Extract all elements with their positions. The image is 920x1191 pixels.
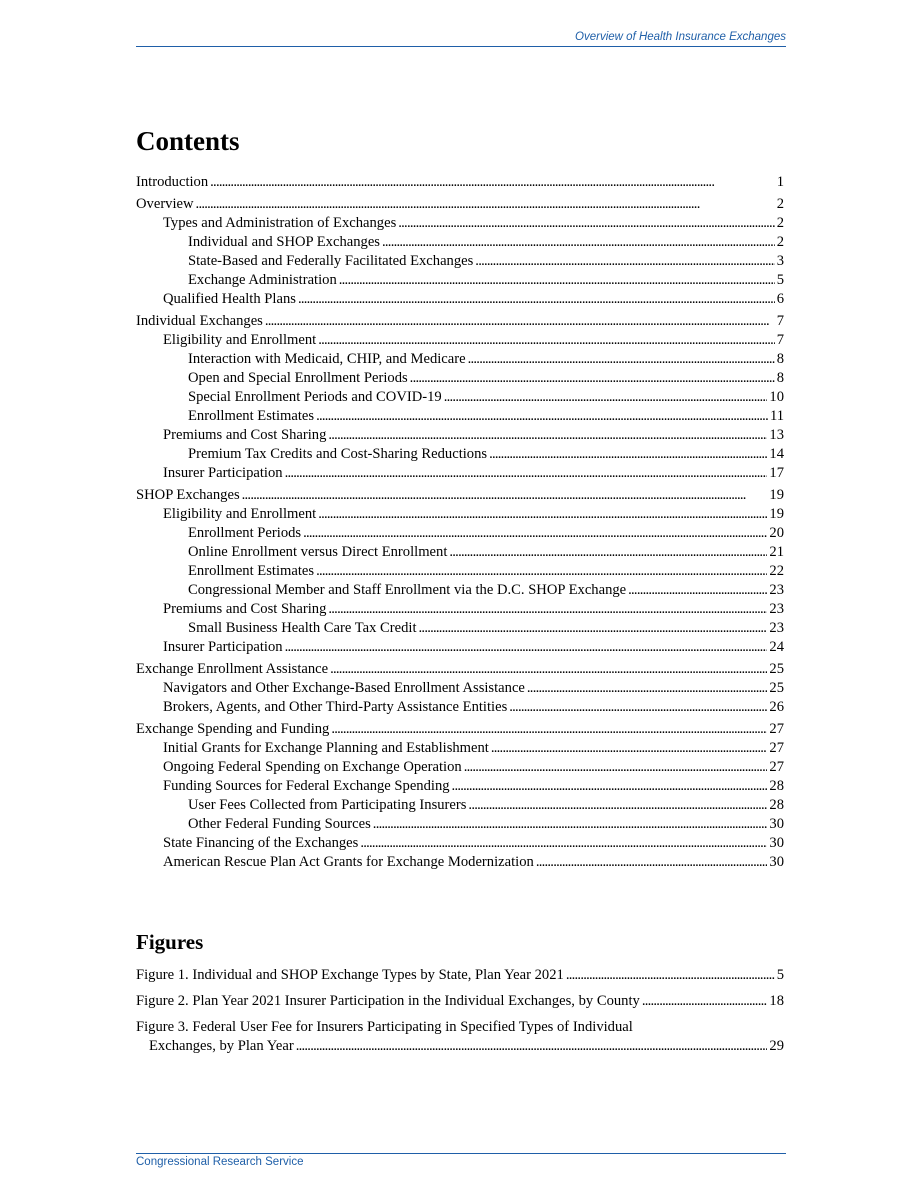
toc-entry[interactable] (136, 834, 784, 853)
toc-entry-page: 1 (776, 174, 784, 190)
toc-entry[interactable] (136, 331, 784, 350)
toc-entry[interactable] (136, 388, 784, 407)
dot-leader (382, 233, 775, 252)
toc-entry[interactable] (136, 660, 784, 679)
toc-entry-title: Enrollment Estimates (188, 408, 315, 424)
toc-entry[interactable] (136, 853, 784, 872)
toc-entry[interactable] (136, 720, 784, 739)
dot-leader (527, 679, 768, 698)
dot-leader (331, 720, 767, 739)
dot-leader (298, 290, 775, 309)
figure-entry-page: 18 (769, 993, 784, 1009)
toc-entry[interactable] (136, 600, 784, 619)
toc-entry[interactable] (136, 486, 784, 505)
toc-entry-title: Eligibility and Enrollment (163, 506, 317, 522)
dot-leader (318, 505, 767, 524)
toc-entry[interactable] (136, 214, 784, 233)
toc-entry-page: 13 (769, 427, 784, 443)
toc-entry-page: 23 (769, 582, 784, 598)
toc-entry-page: 19 (769, 487, 784, 503)
toc-entry-title: Online Enrollment versus Direct Enrollment (188, 544, 448, 560)
toc-entry-title: State-Based and Federally Facilitated Exchanges (188, 253, 474, 269)
toc-entry-page: 3 (776, 253, 784, 269)
toc-entry-page: 20 (769, 525, 784, 541)
toc-entry-title: American Rescue Plan Act Grants for Exchange Modernization (163, 854, 534, 870)
toc-entry-page: 24 (769, 639, 784, 655)
toc-entry[interactable] (136, 505, 784, 524)
contents-heading: Contents (136, 126, 240, 156)
dot-leader (316, 562, 767, 581)
dot-leader (265, 312, 775, 331)
figure-entry[interactable] (136, 992, 784, 1011)
toc-entry-page: 8 (776, 370, 784, 386)
toc-entry-page: 27 (769, 759, 784, 775)
dot-leader (296, 1037, 768, 1056)
toc-entry[interactable] (136, 739, 784, 758)
dot-leader (330, 660, 767, 679)
toc-entry-page: 30 (769, 835, 784, 851)
dot-leader (468, 350, 775, 369)
toc-entry[interactable] (136, 619, 784, 638)
toc-entry[interactable] (136, 524, 784, 543)
toc-entry-page: 21 (769, 544, 784, 560)
table-of-contents (136, 173, 784, 872)
toc-entry-page: 27 (769, 740, 784, 756)
toc-entry-page: 7 (776, 313, 784, 329)
toc-entry-title: Individual Exchanges (136, 313, 263, 329)
figure-entry-title: Figure 3. Federal User Fee for Insurers Participating in Specified Types of Individual (136, 1019, 633, 1035)
toc-entry-title: Exchange Enrollment Assistance (136, 661, 329, 677)
toc-entry-page: 2 (776, 196, 784, 212)
toc-entry-title: State Financing of the Exchanges (163, 835, 359, 851)
dot-leader (410, 369, 775, 388)
toc-entry-page: 2 (776, 215, 784, 231)
toc-entry[interactable] (136, 777, 784, 796)
toc-entry-page: 6 (776, 291, 784, 307)
dot-leader (566, 966, 775, 985)
toc-entry[interactable] (136, 445, 784, 464)
toc-entry-page: 17 (769, 465, 784, 481)
dot-leader (339, 271, 775, 290)
list-of-figures (136, 966, 784, 1063)
toc-entry-title: Initial Grants for Exchange Planning and Establishment (163, 740, 489, 756)
toc-entry-page: 19 (769, 506, 784, 522)
toc-entry-title: Enrollment Periods (188, 525, 302, 541)
page-footer: Congressional Research Service (136, 1153, 786, 1168)
toc-entry[interactable] (136, 233, 784, 252)
toc-entry-title: Congressional Member and Staff Enrollment via the D.C. SHOP Exchange (188, 582, 627, 598)
toc-entry-title: Insurer Participation (163, 465, 283, 481)
toc-entry-page: 27 (769, 721, 784, 737)
toc-entry-page: 25 (769, 661, 784, 677)
dot-leader (628, 581, 767, 600)
toc-entry-title: SHOP Exchanges (136, 487, 240, 503)
toc-entry-page: 14 (769, 446, 784, 462)
toc-entry-title: Exchange Administration (188, 272, 337, 288)
dot-leader (491, 739, 768, 758)
dot-leader (536, 853, 768, 872)
toc-entry[interactable] (136, 407, 784, 426)
toc-entry-title: Introduction (136, 174, 209, 190)
toc-entry-title: Interaction with Medicaid, CHIP, and Medicare (188, 351, 466, 367)
toc-entry-title: Types and Administration of Exchanges (163, 215, 397, 231)
figures-heading: Figures (136, 930, 204, 954)
toc-entry-page: 23 (769, 601, 784, 617)
dot-leader (360, 834, 767, 853)
toc-entry[interactable] (136, 426, 784, 445)
dot-leader (398, 214, 774, 233)
toc-entry[interactable] (136, 173, 784, 192)
dot-leader (328, 426, 767, 445)
figure-entry[interactable] (136, 1018, 784, 1056)
dot-leader (196, 195, 775, 214)
toc-entry-title: Premium Tax Credits and Cost-Sharing Reductions (188, 446, 488, 462)
dot-leader (210, 173, 775, 192)
toc-entry[interactable] (136, 464, 784, 483)
dot-leader (642, 992, 768, 1011)
toc-entry-page: 26 (769, 699, 784, 715)
toc-entry-title: Qualified Health Plans (163, 291, 296, 307)
toc-entry-title: Other Federal Funding Sources (188, 816, 371, 832)
toc-entry[interactable] (136, 290, 784, 309)
toc-entry-page: 25 (769, 680, 784, 696)
dot-leader (373, 815, 768, 834)
toc-entry[interactable] (136, 252, 784, 271)
toc-entry-page: 11 (769, 408, 784, 424)
toc-entry-page: 7 (776, 332, 784, 348)
dot-leader (303, 524, 767, 543)
toc-entry-page: 5 (776, 272, 784, 288)
dot-leader (242, 486, 768, 505)
toc-entry-page: 30 (769, 816, 784, 832)
dot-leader (468, 796, 767, 815)
running-head: Overview of Health Insurance Exchanges (136, 31, 786, 47)
toc-entry[interactable] (136, 796, 784, 815)
dot-leader (419, 619, 768, 638)
figure-entry-page: 29 (769, 1038, 784, 1054)
toc-entry-page: 22 (769, 563, 784, 579)
toc-entry-page: 10 (769, 389, 784, 405)
toc-entry[interactable] (136, 195, 784, 214)
toc-entry-title: Navigators and Other Exchange-Based Enrollment Assistance (163, 680, 525, 696)
toc-entry-title: Premiums and Cost Sharing (163, 601, 327, 617)
toc-entry[interactable] (136, 543, 784, 562)
toc-entry-page: 28 (769, 778, 784, 794)
dot-leader (464, 758, 768, 777)
toc-entry-page: 2 (776, 234, 784, 250)
toc-entry[interactable] (136, 312, 784, 331)
toc-entry[interactable] (136, 815, 784, 834)
dot-leader (328, 600, 767, 619)
toc-entry-title: Premiums and Cost Sharing (163, 427, 327, 443)
toc-entry[interactable] (136, 369, 784, 388)
toc-entry-title: Funding Sources for Federal Exchange Spending (163, 778, 450, 794)
dot-leader (452, 777, 768, 796)
toc-entry-title: Individual and SHOP Exchanges (188, 234, 380, 250)
toc-entry-title: User Fees Collected from Participating Insurers (188, 797, 467, 813)
figure-entry-title: Figure 2. Plan Year 2021 Insurer Participation in the Individual Exchanges, by County (136, 993, 640, 1009)
toc-entry-title: Eligibility and Enrollment (163, 332, 317, 348)
dot-leader (318, 331, 774, 350)
toc-entry-page: 8 (776, 351, 784, 367)
dot-leader (489, 445, 767, 464)
dot-leader (444, 388, 768, 407)
toc-entry[interactable] (136, 758, 784, 777)
figure-entry-title-cont: Exchanges, by Plan Year (149, 1038, 294, 1054)
figure-entry-page: 5 (776, 967, 784, 983)
toc-entry[interactable] (136, 679, 784, 698)
toc-entry-page: 28 (769, 797, 784, 813)
figure-entry-title: Figure 1. Individual and SHOP Exchange Types by State, Plan Year 2021 (136, 967, 564, 983)
toc-entry-title: Overview (136, 196, 194, 212)
toc-entry-title: Small Business Health Care Tax Credit (188, 620, 417, 636)
toc-entry-title: Exchange Spending and Funding (136, 721, 330, 737)
toc-entry[interactable] (136, 638, 784, 657)
toc-entry-title: Special Enrollment Periods and COVID-19 (188, 389, 442, 405)
toc-entry-page: 30 (769, 854, 784, 870)
toc-entry[interactable] (136, 581, 784, 600)
toc-entry-title: Open and Special Enrollment Periods (188, 370, 408, 386)
toc-entry[interactable] (136, 350, 784, 369)
dot-leader (285, 638, 768, 657)
toc-entry-page: 23 (769, 620, 784, 636)
dot-leader (509, 698, 767, 717)
toc-entry-title: Insurer Participation (163, 639, 283, 655)
dot-leader (475, 252, 774, 271)
figure-entry[interactable] (136, 966, 784, 985)
dot-leader (449, 543, 767, 562)
toc-entry[interactable] (136, 698, 784, 717)
dot-leader (316, 407, 768, 426)
toc-entry-title: Enrollment Estimates (188, 563, 315, 579)
toc-entry-title: Ongoing Federal Spending on Exchange Operation (163, 759, 462, 775)
dot-leader (285, 464, 768, 483)
toc-entry-title: Brokers, Agents, and Other Third-Party Assistance Entities (163, 699, 508, 715)
toc-entry[interactable] (136, 271, 784, 290)
toc-entry[interactable] (136, 562, 784, 581)
